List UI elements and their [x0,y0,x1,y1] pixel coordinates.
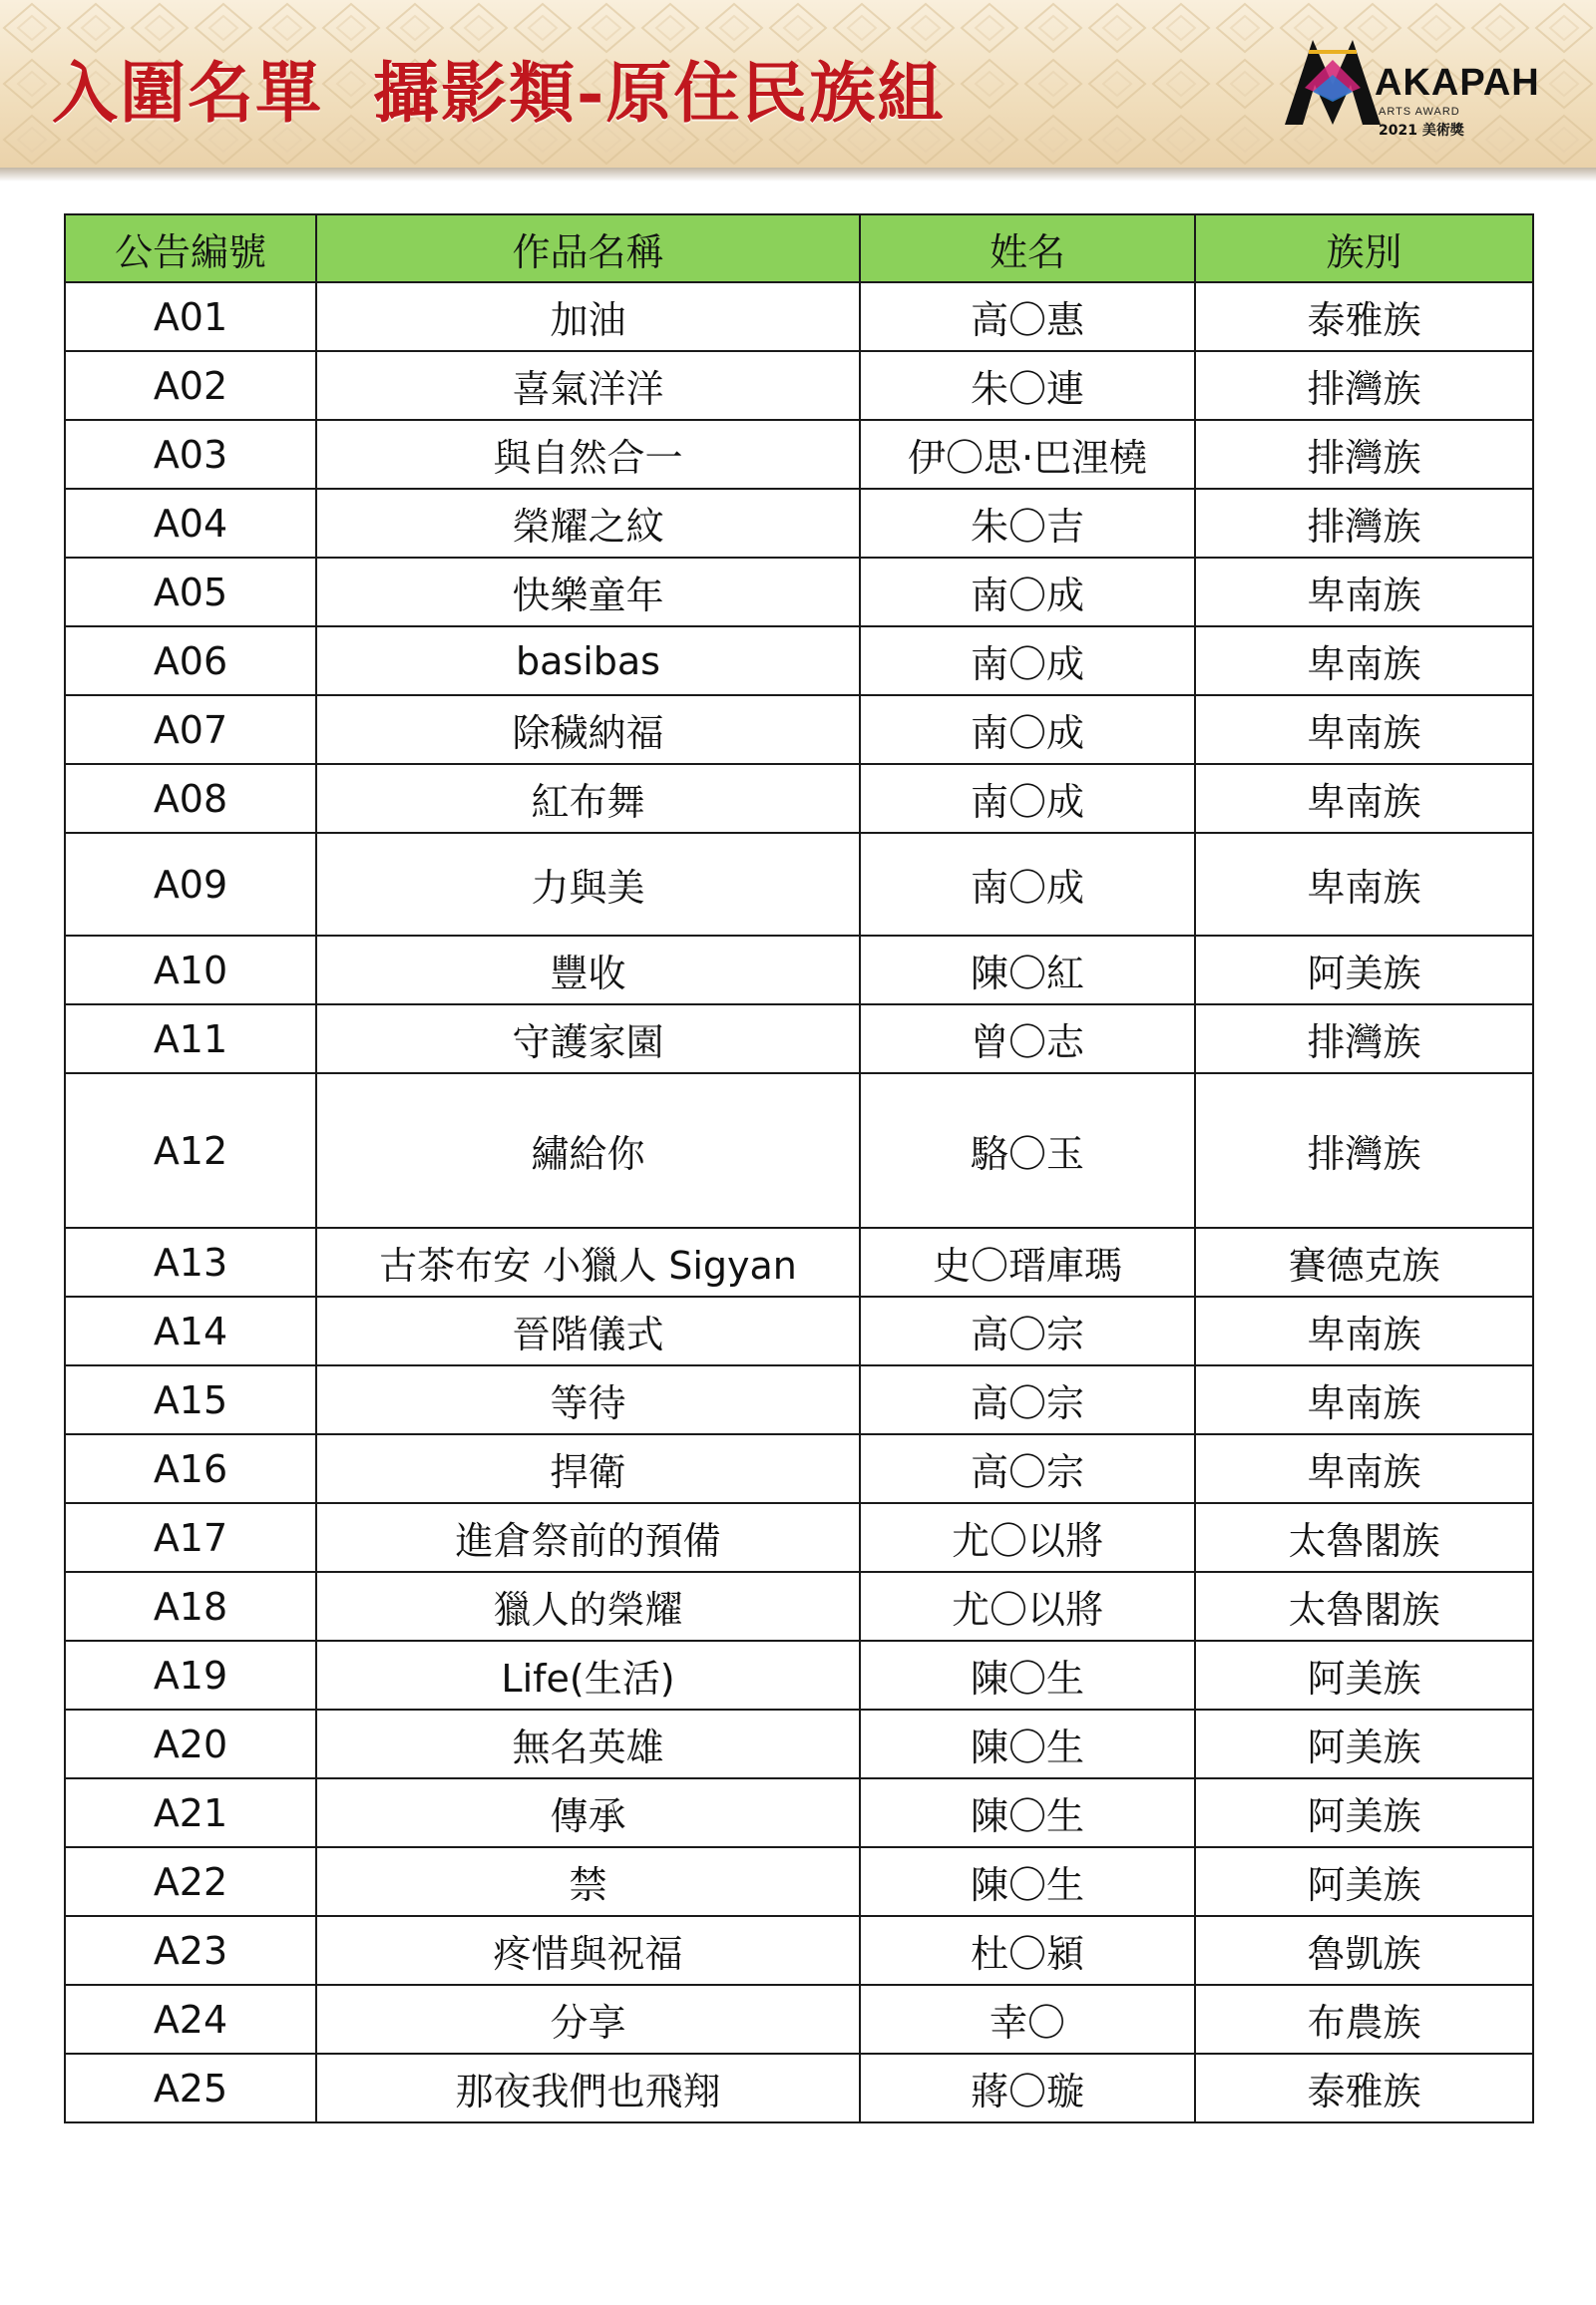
cell-name: 伊〇思·巴浬橈 [860,420,1195,489]
cell-work-title: 疼惜與祝福 [316,1916,860,1985]
cell-work-title: 紅布舞 [316,764,860,833]
cell-id: A05 [65,558,316,626]
table-row [65,489,1533,558]
table-row [65,1778,1533,1847]
cell-id: A14 [65,1297,316,1365]
cell-name: 陳〇生 [860,1847,1195,1916]
cell-tribe: 阿美族 [1195,1641,1533,1710]
cell-name: 朱〇吉 [860,489,1195,558]
table-row [65,1916,1533,1985]
table-header-row [65,214,1533,282]
column-header-work: 作品名稱 [316,214,860,282]
table-row [65,833,1533,936]
cell-tribe: 泰雅族 [1195,2054,1533,2122]
cell-id: A25 [65,2054,316,2122]
cell-id: A10 [65,936,316,1004]
cell-tribe: 卑南族 [1195,558,1533,626]
cell-work-title: 繡給你 [316,1073,860,1228]
cell-tribe: 卑南族 [1195,1434,1533,1503]
cell-name: 駱〇玉 [860,1073,1195,1228]
cell-tribe: 太魯閣族 [1195,1503,1533,1572]
cell-tribe: 阿美族 [1195,1710,1533,1778]
cell-id: A19 [65,1641,316,1710]
cell-name: 陳〇紅 [860,936,1195,1004]
cell-tribe: 魯凱族 [1195,1916,1533,1985]
page-header [0,0,1596,168]
cell-work-title: 與自然合一 [316,420,860,489]
column-header-id: 公告編號 [65,214,316,282]
table-row [65,936,1533,1004]
cell-id: A13 [65,1228,316,1297]
cell-name: 幸〇 [860,1985,1195,2054]
cell-work-title: 喜氣洋洋 [316,351,860,420]
cell-tribe: 卑南族 [1195,695,1533,764]
cell-id: A11 [65,1004,316,1073]
cell-tribe: 排灣族 [1195,351,1533,420]
cell-work-title: 禁 [316,1847,860,1916]
table-row [65,1985,1533,2054]
cell-tribe: 阿美族 [1195,1847,1533,1916]
cell-tribe: 排灣族 [1195,420,1533,489]
cell-work-title: 無名英雄 [316,1710,860,1778]
cell-name: 尤〇以將 [860,1503,1195,1572]
cell-work-title: 捍衛 [316,1434,860,1503]
cell-tribe: 排灣族 [1195,1004,1533,1073]
cell-work-title: 分享 [316,1985,860,2054]
cell-id: A01 [65,282,316,351]
cell-id: A21 [65,1778,316,1847]
cell-id: A09 [65,833,316,936]
cell-name: 南〇成 [860,695,1195,764]
cell-id: A15 [65,1365,316,1434]
table-row [65,558,1533,626]
cell-tribe: 布農族 [1195,1985,1533,2054]
table-row [65,1503,1533,1572]
cell-id: A22 [65,1847,316,1916]
table-row [65,282,1533,351]
table-row [65,1365,1533,1434]
cell-name: 蔣〇璇 [860,2054,1195,2122]
cell-work-title: 除穢納福 [316,695,860,764]
cell-work-title: 豐收 [316,936,860,1004]
cell-name: 南〇成 [860,764,1195,833]
table-row [65,1641,1533,1710]
table-row [65,1847,1533,1916]
cell-work-title: 快樂童年 [316,558,860,626]
cell-id: A02 [65,351,316,420]
cell-tribe: 阿美族 [1195,1778,1533,1847]
logo-m-mark-icon [1283,30,1383,130]
table-row [65,420,1533,489]
cell-name: 陳〇生 [860,1641,1195,1710]
cell-id: A16 [65,1434,316,1503]
cell-tribe: 泰雅族 [1195,282,1533,351]
cell-id: A06 [65,626,316,695]
cell-name: 南〇成 [860,626,1195,695]
cell-name: 史〇瑨庫瑪 [860,1228,1195,1297]
cell-name: 陳〇生 [860,1778,1195,1847]
cell-tribe: 卑南族 [1195,1297,1533,1365]
cell-tribe: 卑南族 [1195,1365,1533,1434]
cell-name: 南〇成 [860,833,1195,936]
table-row [65,1228,1533,1297]
cell-name: 高〇惠 [860,282,1195,351]
column-header-tribe: 族別 [1195,214,1533,282]
cell-work-title: 晉階儀式 [316,1297,860,1365]
cell-name: 尤〇以將 [860,1572,1195,1641]
cell-work-title: 榮耀之紋 [316,489,860,558]
cell-tribe: 卑南族 [1195,833,1533,936]
cell-tribe: 太魯閣族 [1195,1572,1533,1641]
table-row [65,1434,1533,1503]
cell-name: 曾〇志 [860,1004,1195,1073]
column-header-name: 姓名 [860,214,1195,282]
header-shadow [0,168,1596,182]
cell-name: 高〇宗 [860,1434,1195,1503]
logo-subtitle-en: ARTS AWARD [1379,106,1460,118]
cell-id: A17 [65,1503,316,1572]
cell-work-title: 進倉祭前的預備 [316,1503,860,1572]
cell-id: A03 [65,420,316,489]
logo-subtitle-zh: 2021 美術獎 [1379,123,1464,139]
cell-tribe: 卑南族 [1195,764,1533,833]
logo-wordmark: AKAPAH [1375,62,1540,104]
cell-name: 陳〇生 [860,1710,1195,1778]
table-row [65,2054,1533,2122]
cell-work-title: 力與美 [316,833,860,936]
cell-id: A04 [65,489,316,558]
cell-work-title: 守護家園 [316,1004,860,1073]
makapah-logo [1283,26,1562,146]
table-row [65,1297,1533,1365]
cell-tribe: 賽德克族 [1195,1228,1533,1297]
cell-work-title: 傳承 [316,1778,860,1847]
cell-id: A24 [65,1985,316,2054]
table-row [65,351,1533,420]
cell-work-title: basibas [316,626,860,695]
table-row [65,1073,1533,1228]
cell-id: A23 [65,1916,316,1985]
cell-tribe: 阿美族 [1195,936,1533,1004]
cell-tribe: 卑南族 [1195,626,1533,695]
cell-name: 朱〇連 [860,351,1195,420]
cell-id: A08 [65,764,316,833]
cell-work-title: 加油 [316,282,860,351]
cell-id: A20 [65,1710,316,1778]
table-row [65,695,1533,764]
cell-tribe: 排灣族 [1195,489,1533,558]
table-row [65,626,1533,695]
cell-name: 南〇成 [860,558,1195,626]
cell-work-title: 獵人的榮耀 [316,1572,860,1641]
table-row [65,1710,1533,1778]
cell-name: 杜〇潁 [860,1916,1195,1985]
cell-tribe: 排灣族 [1195,1073,1533,1228]
finalist-table [64,213,1534,2123]
cell-id: A12 [65,1073,316,1228]
table-row [65,764,1533,833]
cell-work-title: 等待 [316,1365,860,1434]
cell-name: 高〇宗 [860,1297,1195,1365]
cell-work-title: 古茶布安 小獵人 Sigyan [316,1228,860,1297]
cell-work-title: Life(生活) [316,1641,860,1710]
cell-name: 高〇宗 [860,1365,1195,1434]
table-row [65,1004,1533,1073]
cell-id: A18 [65,1572,316,1641]
cell-work-title: 那夜我們也飛翔 [316,2054,860,2122]
page-title: 入圍名單 攝影類-原住民族組 [52,54,946,132]
cell-id: A07 [65,695,316,764]
table-row [65,1572,1533,1641]
